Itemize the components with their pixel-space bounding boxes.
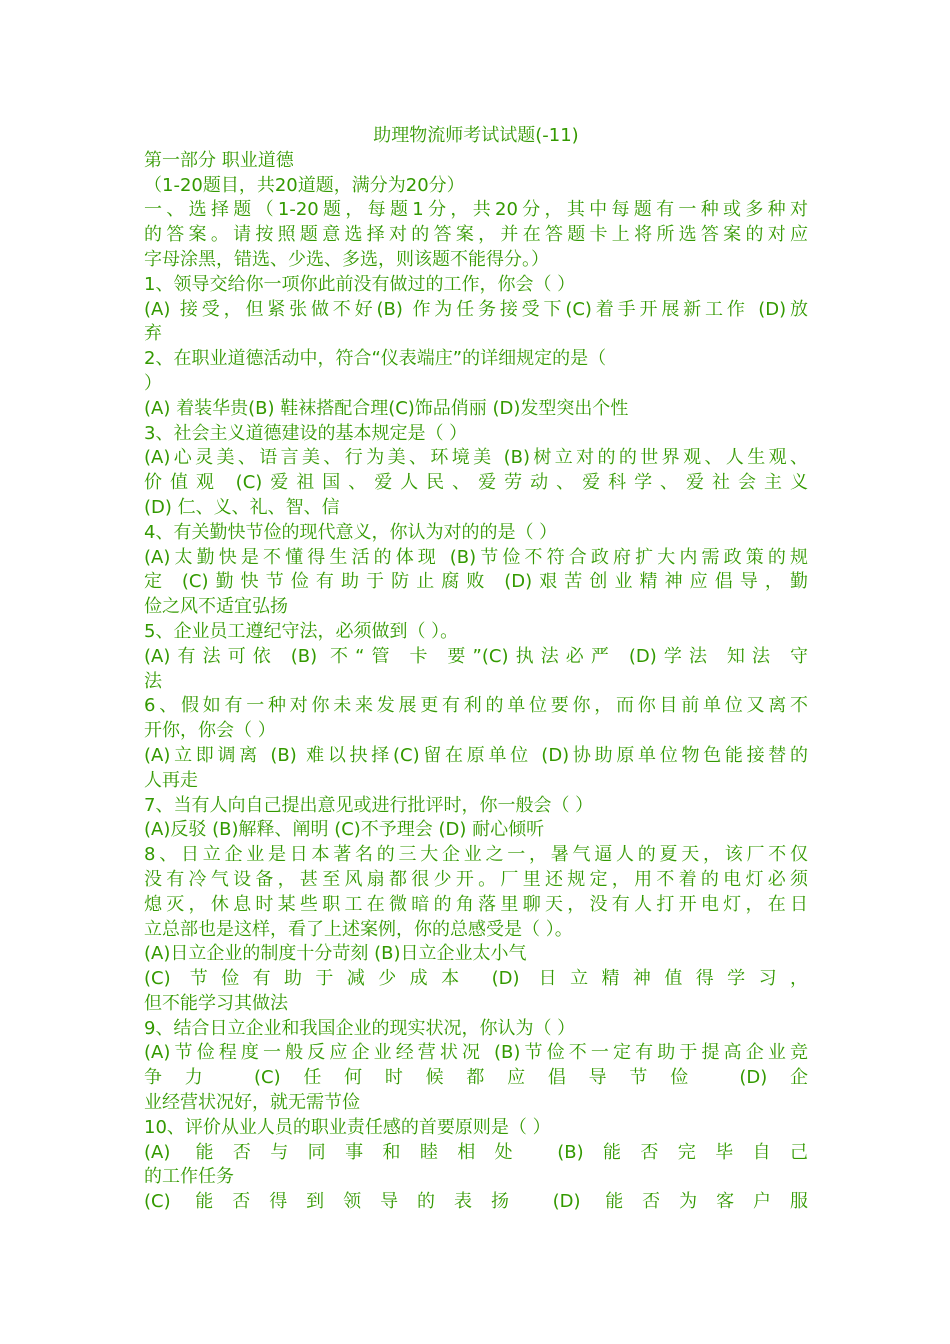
text-line: 人再走 — [144, 769, 198, 791]
text-line: 没有冷气设备，甚至风扇都很少开。厂里还规定，用不着的电灯必须 — [144, 868, 808, 890]
text-line: 开你，你会（ ） — [144, 720, 276, 742]
text-line: 9、结合日立企业和我国企业的现实状况，你认为（ ） — [144, 1017, 576, 1039]
text-line: 弃 — [144, 323, 162, 345]
document-body — [144, 124, 808, 1215]
text-line: 业经营状况好，就无需节俭 — [144, 1092, 360, 1114]
text-line: (C) 能否得到领导的表扬 (D) 能否为客户服 — [144, 1191, 808, 1213]
text-line: ） — [144, 372, 162, 394]
text-line: 俭之风不适宜弘扬 — [144, 596, 288, 618]
text-line: 法 — [144, 670, 162, 692]
text-line: 价值观 (C)爱祖国、爱人民、爱劳动、爱科学、爱社会主义 — [144, 472, 808, 494]
text-line: 8、日立企业是日本著名的三大企业之一，暑气逼人的夏天，该厂不仅 — [144, 844, 808, 866]
text-line: 熄灭，休息时某些职工在微暗的角落里聊天，没有人打开电灯，在日 — [144, 893, 808, 915]
text-line: 2、在职业道德活动中，符合“仪表端庄”的详细规定的是（ — [144, 348, 607, 370]
text-line: 10、评价从业人员的职业责任感的首要原则是（ ） — [144, 1116, 551, 1138]
text-line: 6、假如有一种对你未来发展更有利的单位要你，而你目前单位又离不 — [144, 695, 808, 717]
text-line: 3、社会主义道德建设的基本规定是（ ） — [144, 422, 468, 444]
text-line: (A)心灵美、语言美、行为美、环境美 (B)树立对的的世界观、人生观、 — [144, 447, 808, 469]
text-line: 1、领导交给你一项你此前没有做过的工作，你会（ ） — [144, 273, 576, 295]
text-line: 一、选择题（1-20题，每题1分，共20分，其中每题有一种或多种对 — [144, 199, 808, 221]
text-line: 的答案。请按照题意选择对的答案，并在答题卡上将所选答案的对应 — [144, 224, 808, 246]
text-line: 定 (C)勤快节俭有助于防止腐败 (D)艰苦创业精神应倡导，勤 — [144, 571, 808, 593]
text-line: 的工作任务 — [144, 1166, 234, 1188]
document-title: 助理物流师考试试题(-11) — [373, 125, 579, 146]
text-line: (A)节俭程度一般反应企业经营状况 (B)节俭不一定有助于提高企业竞 — [144, 1042, 808, 1064]
text-line: 字母涂黑，错选、少选、多选，则该题不能得分。） — [144, 248, 549, 270]
text-line: 争力 (C)任何时候都应倡导节俭 (D)企 — [144, 1067, 808, 1089]
text-line: (A)太勤快是不懂得生活的体现 (B)节俭不符合政府扩大内需政策的规 — [144, 546, 808, 568]
text-line: (C) 节俭有助于减少成本 (D) 日立精神值得学习， — [144, 968, 808, 990]
text-line: （1-20题目，共20道题，满分为20分） — [144, 174, 465, 196]
text-line: (A)立即调离 (B) 难以抉择(C)留在原单位 (D)协助原单位物色能接替的 — [144, 744, 808, 766]
text-line: (A) 能否与同事和睦相处 (B)能否完毕自己 — [144, 1141, 808, 1163]
text-line: 4、有关勤快节俭的现代意义，你认为对的的是（ ） — [144, 521, 558, 543]
text-line: (A)日立企业的制度十分苛刻 (B)日立企业太小气 — [144, 943, 527, 965]
text-line: 7、当有人向自己提出意见或进行批评时，你一般会（ ） — [144, 794, 594, 816]
text-line: (A) 接受，但紧张做不好(B) 作为任务接受下(C)着手开展新工作 (D)放 — [144, 298, 808, 320]
text-line: (A) 着装华贵(B) 鞋袜搭配合理(C)饰品俏丽 (D)发型突出个性 — [144, 397, 629, 419]
text-line: 但不能学习其做法 — [144, 992, 288, 1014]
text-line: 第一部分 职业道德 — [144, 149, 294, 171]
text-line: 5、企业员工遵纪守法，必须做到（ ）。 — [144, 620, 459, 642]
text-line: (A)反驳 (B)解释、阐明 (C)不予理会 (D) 耐心倾听 — [144, 819, 545, 841]
text-line: (A)有法可依 (B) 不“管 卡 要”(C)执法必严 (D)学法 知法 守 — [144, 645, 808, 667]
text-line: (D) 仁、义、礼、智、信 — [144, 496, 340, 518]
text-line: 立总部也是这样，看了上述案例，你的总感受是（ ）。 — [144, 918, 573, 940]
